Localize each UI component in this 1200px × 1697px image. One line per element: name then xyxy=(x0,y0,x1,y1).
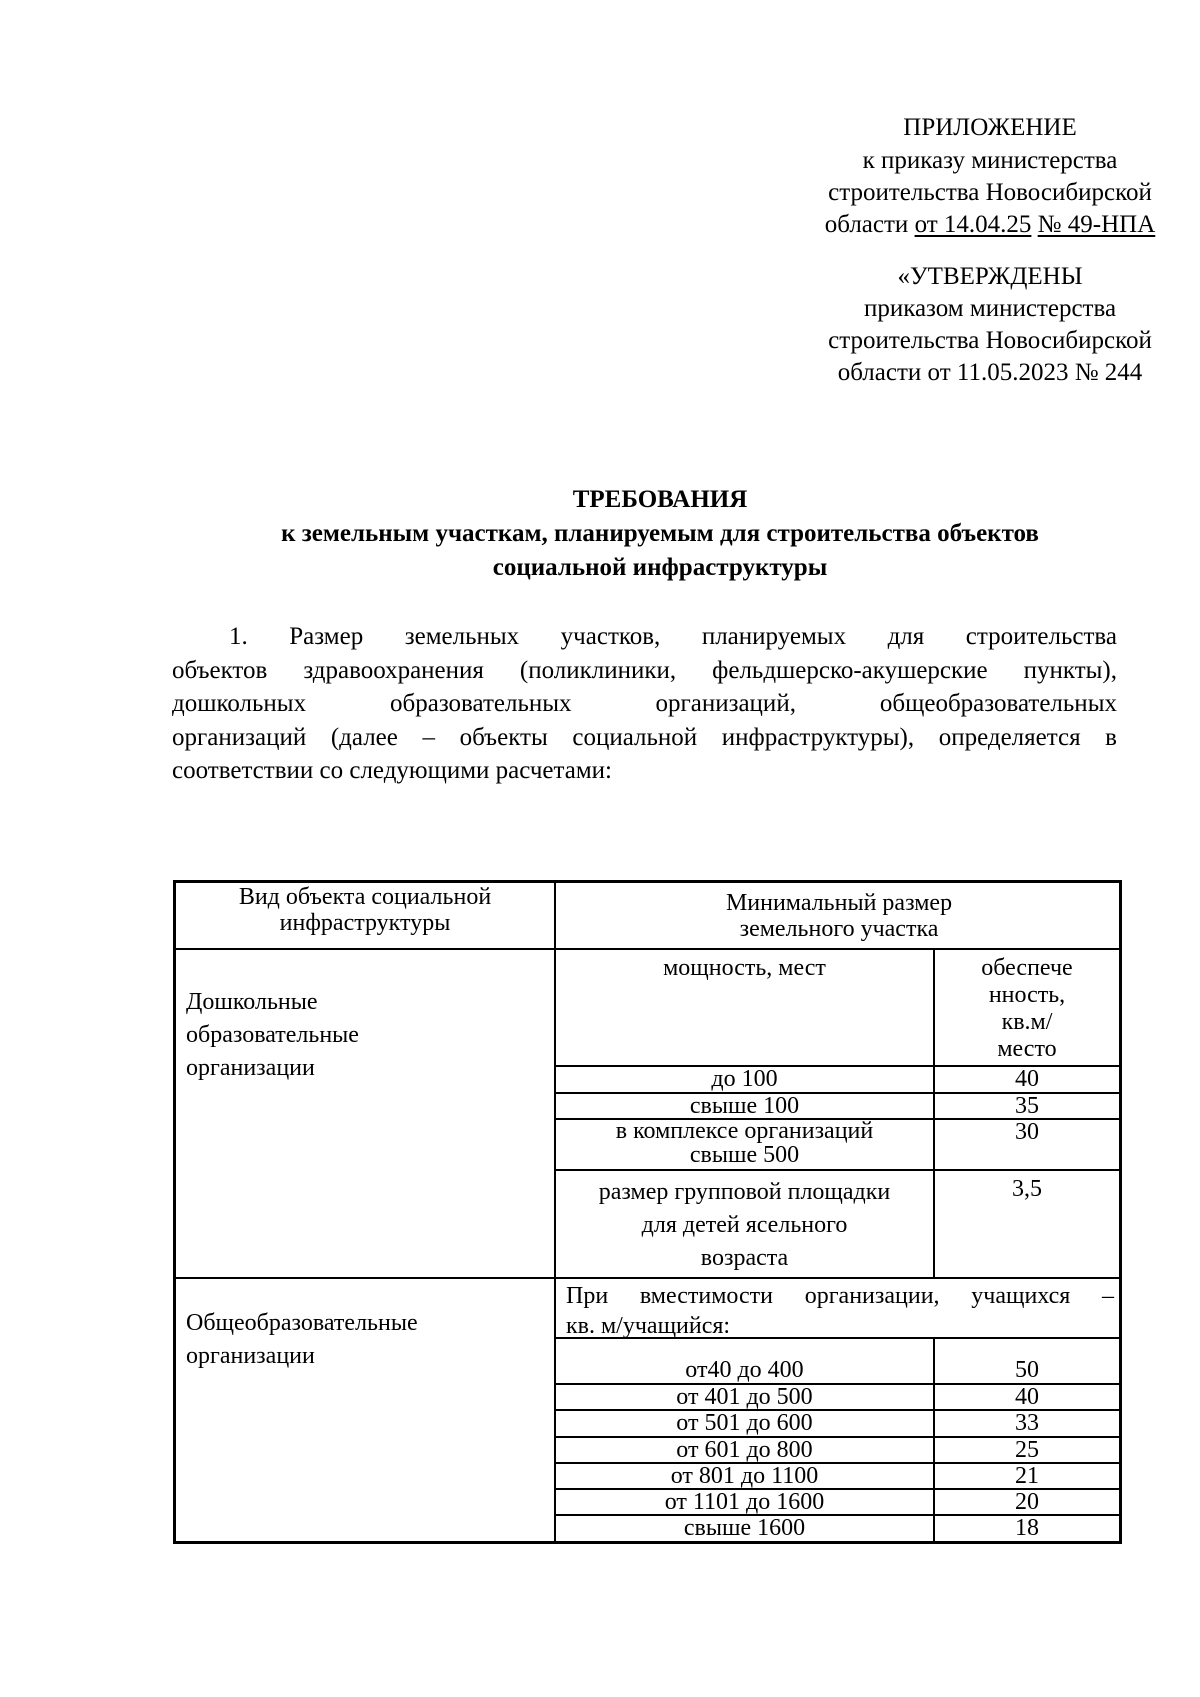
head-line: земельного участка xyxy=(739,916,939,942)
document-subtitle-line2: социальной инфраструктуры xyxy=(492,554,828,581)
document-subtitle-line1: к земельным участкам, планируемым для строительства объектов xyxy=(281,520,1039,547)
head-line: кв.м/ xyxy=(1001,1009,1053,1035)
appendix-title: ПРИЛОЖЕНИЕ xyxy=(903,114,1077,141)
appendix-to-order: к приказу министерства xyxy=(862,147,1118,174)
preschool-row-capacity: свыше 100 xyxy=(689,1093,800,1119)
capacity-line: свыше 500 xyxy=(689,1142,800,1168)
preschool-row-capacity xyxy=(556,1176,933,1275)
school-row-capacity: свыше 1600 xyxy=(683,1515,806,1541)
school-row-value: 20 xyxy=(1015,1489,1039,1515)
capacity-line: размер групповой площадки xyxy=(598,1179,891,1205)
school-row-capacity: от 501 до 600 xyxy=(676,1410,813,1436)
preschool-row-capacity xyxy=(556,1119,933,1167)
preschool-provision-head xyxy=(935,955,1119,1063)
capacity-line: в комплексе организаций xyxy=(615,1118,874,1144)
school-note xyxy=(566,1281,1114,1341)
appendix-ministry: строительства Новосибирской xyxy=(828,179,1152,206)
school-row-value: 18 xyxy=(1015,1515,1039,1541)
capacity-line: возраста xyxy=(700,1245,789,1271)
school-row-capacity: от 601 до 800 xyxy=(676,1437,813,1463)
approved-ministry: строительства Новосибирской xyxy=(828,327,1152,354)
school-row-value: 40 xyxy=(1015,1384,1039,1410)
capacity-line: для детей ясельного xyxy=(641,1212,848,1238)
head-line: нность, xyxy=(988,982,1066,1008)
head-line: Вид объекта социальной xyxy=(238,884,492,910)
school-row-value: 33 xyxy=(1015,1410,1039,1436)
preschool-row-value: 3,5 xyxy=(1012,1176,1042,1202)
approved-reference: области от 11.05.2023 № 244 xyxy=(837,359,1143,386)
school-row-capacity: от40 до 400 xyxy=(685,1357,804,1383)
label-line: организации xyxy=(186,1055,315,1081)
table-head-object-type xyxy=(176,884,554,936)
preschool-row-capacity: до 100 xyxy=(711,1066,778,1092)
label-line: образовательные xyxy=(186,1022,359,1048)
label-line: Общеобразовательные xyxy=(186,1310,418,1336)
paragraph-line: организаций (далее – объекты социальной инфраструктуры), определяется в xyxy=(172,723,1117,751)
document-title: ТРЕБОВАНИЯ xyxy=(572,486,748,513)
approved-title: «УТВЕРЖДЕНЫ xyxy=(897,263,1083,290)
note-line: кв. м/учащийся: xyxy=(566,1313,731,1339)
region-prefix: области xyxy=(824,211,909,238)
preschool-capacity-head: мощность, мест xyxy=(663,955,826,981)
order-date: от 14.04.25 xyxy=(914,211,1032,238)
school-row-capacity: от 401 до 500 xyxy=(676,1384,813,1410)
table-head-min-size xyxy=(556,890,1122,942)
school-row-value: 25 xyxy=(1015,1437,1039,1463)
order-number: № 49-НПА xyxy=(1037,211,1156,238)
paragraph-line: 1. Размер земельных участков, планируемых для строительства xyxy=(229,623,1117,650)
paragraph-line: объектов здравоохранения (поликлиники, фельдшерско-акушерские пункты), xyxy=(172,656,1117,684)
label-line: Дошкольные xyxy=(186,989,318,1015)
paragraph-line: дошкольных образовательных организаций, общеобразовательных xyxy=(172,690,1117,717)
head-line: обеспече xyxy=(981,955,1073,981)
school-row-capacity: от 801 до 1100 xyxy=(670,1463,819,1489)
head-line: место xyxy=(997,1036,1057,1062)
school-row-value: 50 xyxy=(1015,1357,1039,1383)
label-line: организации xyxy=(186,1343,315,1369)
paragraph-line: соответствии со следующими расчетами: xyxy=(172,757,613,784)
preschool-row-value: 40 xyxy=(1015,1066,1039,1092)
preschool-row-value: 30 xyxy=(1015,1119,1039,1145)
preschool-row-value: 35 xyxy=(1015,1093,1039,1119)
approved-by: приказом министерства xyxy=(863,295,1117,322)
school-label xyxy=(186,1307,546,1373)
school-row-capacity: от 1101 до 1600 xyxy=(664,1489,825,1515)
school-row-value: 21 xyxy=(1015,1463,1039,1489)
head-line: инфраструктуры xyxy=(279,910,451,936)
note-line: При вместимости организации, учащихся – xyxy=(566,1283,1114,1309)
head-line: Минимальный размер xyxy=(725,890,953,916)
preschool-label xyxy=(186,986,546,1085)
